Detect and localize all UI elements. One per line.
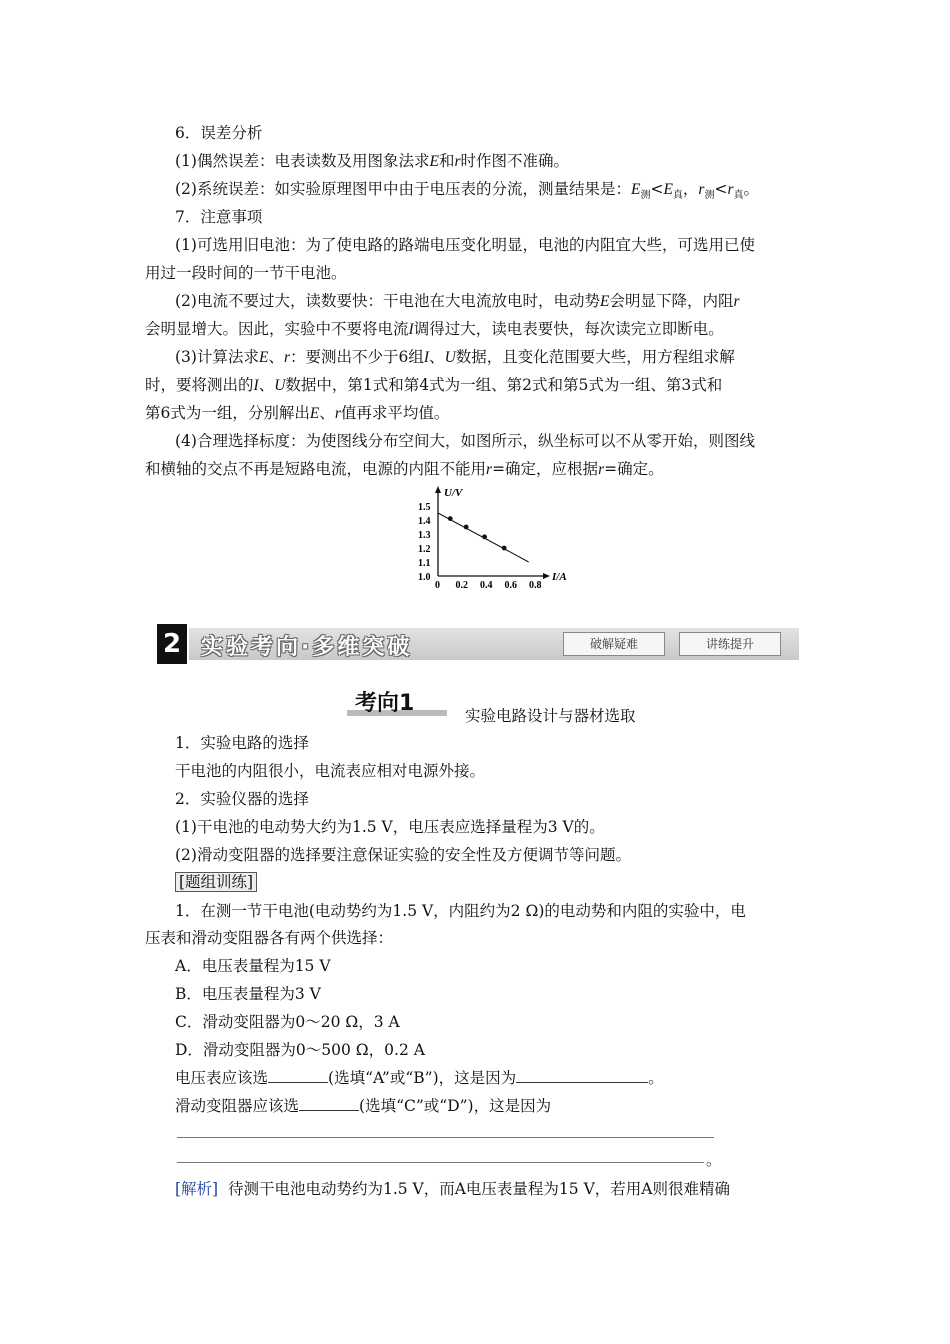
x-tick-label: 0.8 xyxy=(529,580,542,591)
y-tick-label: 1.4 xyxy=(418,516,431,527)
x-axis-arrow-icon xyxy=(543,573,550,579)
y-tick-label: 1.5 xyxy=(418,502,431,513)
x-tick-label: 0 xyxy=(435,580,440,591)
section-banner xyxy=(157,624,799,664)
fill-rheostat: 滑动变阻器应该选 (选填“C”或“D”)，这是因为 xyxy=(175,1097,552,1115)
y-tick-label: 1.2 xyxy=(418,544,431,555)
para-circuit-choice: 干电池的内阻很小，电流表应相对电源外接。 xyxy=(175,762,486,780)
note-2-line-1: (2)电流不要过大，读数要快：干电池在大电流放电时，电动势E会明显下降，内阻r xyxy=(175,292,740,310)
para-voltmeter-range: (1)干电池的电动势大约为1.5 V，电压表应选择量程为3 V的。 xyxy=(175,818,605,836)
note-4-line-1: (4)合理选择标度：为使图线分布空间大，如图所示，纵坐标可以不从零开始，则图线 xyxy=(175,432,755,450)
analysis-tag: [解析] xyxy=(175,1180,219,1198)
note-2-line-2: 会明显增大。因此，实验中不要将电流I调得过大，读电表要快，每次读完立即断电。 xyxy=(145,320,724,338)
kaoxiang-subtitle: 实验电路设计与器材选取 xyxy=(465,707,636,725)
answer-line-1[interactable] xyxy=(177,1137,714,1138)
tab-jieyi[interactable]: 破解疑难 xyxy=(563,632,665,656)
note-3-line-3: 第6式为一组，分别解出E、r值再求平均值。 xyxy=(145,404,450,422)
exercise-tag: [题组训练] xyxy=(175,871,257,893)
banner-title: 实验考向·多维突破 xyxy=(201,635,413,660)
note-1-line-1: (1)可选用旧电池：为了使电路的路端电压变化明显，电池的内阻宜大些，可选用已使 xyxy=(175,236,755,254)
x-axis-label: I/A xyxy=(552,571,567,583)
y-tick-label: 1.1 xyxy=(418,558,431,569)
x-tick-label: 0.4 xyxy=(480,580,493,591)
answer-blank-rheostat[interactable] xyxy=(299,1096,359,1111)
y-tick-label: 1.0 xyxy=(418,572,431,583)
note-1-line-2: 用过一段时间的一节干电池。 xyxy=(145,264,347,282)
data-point xyxy=(448,516,453,521)
y-axis-label: U/V xyxy=(444,487,463,499)
tab-tisheng[interactable]: 讲练提升 xyxy=(679,632,781,656)
data-point xyxy=(502,546,507,551)
question-1-line-2: 压表和滑动变阻器各有两个供选择： xyxy=(145,929,394,947)
fill-voltmeter: 电压表应该选 (选填“A”或“B”)，这是因为 。 xyxy=(175,1069,664,1087)
note-3-line-1: (3)计算法求E、r：要测出不少于6组I、U数据，且变化范围要大些，用方程组求解 xyxy=(175,348,735,366)
y-axis-arrow-icon xyxy=(435,486,441,493)
answer-end-mark: 。 xyxy=(706,1151,722,1169)
option-c: C．滑动变阻器为0～20 Ω，3 A xyxy=(175,1013,400,1031)
question-1-line-1: 1．在测一节干电池(电动势约为1.5 V，内阻约为2 Ω)的电动势和内阻的实验中，电 xyxy=(175,902,746,920)
note-4-line-2: 和横轴的交点不再是短路电流，电源的内阻不能用r=确定，应根据r=确定。 xyxy=(145,460,664,478)
heading-instrument-choice: 2．实验仪器的选择 xyxy=(175,790,309,808)
error-systematic: (2)系统误差：如实验原理图甲中由于电压表的分流，测量结果是：$E_测<E_真$，$r_测<r_真$。 xyxy=(175,180,760,202)
banner-bar xyxy=(189,628,799,660)
y-tick-label: 1.3 xyxy=(418,530,431,541)
section-6-title: 6．误差分析 xyxy=(175,124,263,142)
heading-circuit-choice: 1．实验电路的选择 xyxy=(175,734,309,752)
data-point xyxy=(482,534,487,539)
error-random: (1)偶然误差：电表读数及用图象法求E和r时作图不准确。 xyxy=(175,152,570,170)
option-a: A．电压表量程为15 V xyxy=(175,957,331,975)
kaoxiang-label: 考向1 xyxy=(355,691,415,716)
kaoxiang-badge xyxy=(347,686,447,714)
para-rheostat-choice: (2)滑动变阻器的选择要注意保证实验的安全性及方便调节等问题。 xyxy=(175,846,631,864)
u-i-graph xyxy=(408,484,583,591)
answer-line-2[interactable] xyxy=(177,1162,704,1163)
note-3-line-2: 时，要将测出的I、U数据中，第1式和第4式为一组、第2式和第5式为一组、第3式和 xyxy=(145,376,723,394)
option-d: D．滑动变阻器为0～500 Ω，0.2 A xyxy=(175,1041,425,1059)
x-tick-label: 0.2 xyxy=(455,580,468,591)
answer-blank-voltmeter-reason[interactable] xyxy=(516,1068,648,1083)
analysis: [解析] 待测干电池电动势约为1.5 V，而A电压表量程为15 V，若用A则很难精确 xyxy=(175,1180,730,1198)
section-number: 2 xyxy=(157,624,187,664)
data-point xyxy=(464,525,469,530)
x-tick-label: 0.6 xyxy=(504,580,517,591)
option-b: B．电压表量程为3 V xyxy=(175,985,321,1003)
answer-blank-voltmeter[interactable] xyxy=(268,1068,328,1083)
section-7-title: 7．注意事项 xyxy=(175,208,263,226)
